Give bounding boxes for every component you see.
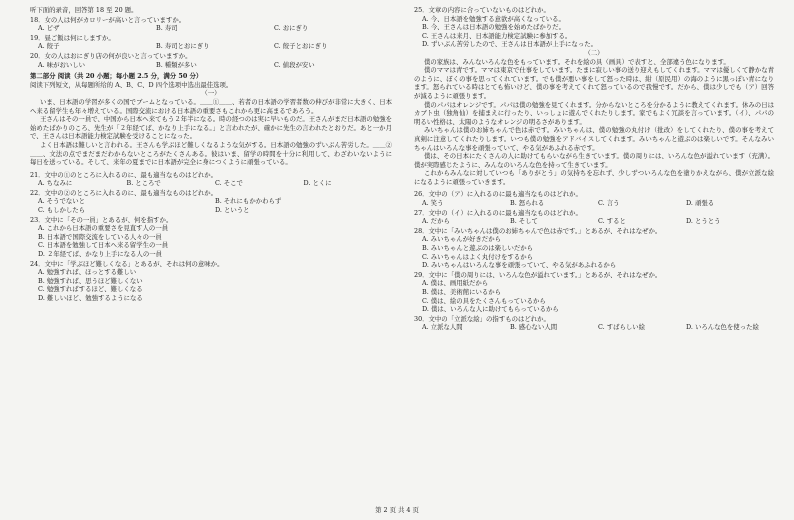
options xyxy=(414,323,774,332)
option-b[interactable]: B. 日本語で国際交流をしている人々の一員 xyxy=(38,232,162,241)
question-text: 22．文中の②のところに入れるのに、最も適当なものはどれか。 xyxy=(30,188,218,197)
options xyxy=(30,61,392,70)
option-a[interactable]: A. ちなみに xyxy=(38,179,73,188)
passage-paragraph: いま、日本語の学習が多くの国でブームとなっている。＿＿①＿＿、若者の日本語の学習者数の伸びが非常に大きく、日本へ来る留学生も年々増えている。国際交流における日本語の重要さもこれから更に高まるであろう。 xyxy=(30,97,392,115)
option-c[interactable]: C. 日本語を勉強して日本へ来る留学生の一員 xyxy=(38,241,169,250)
question-text: 25．文章の内容に合っていないものはどれか。 xyxy=(414,6,550,14)
reading-question-29 xyxy=(414,271,774,314)
option-a[interactable]: A. ピザ xyxy=(38,24,60,33)
option-c[interactable]: C. 値段が安い xyxy=(274,60,315,69)
options-row xyxy=(30,197,392,206)
option-b[interactable]: B. 怒られる xyxy=(510,199,545,208)
reading-question-26 xyxy=(414,190,774,207)
option-a[interactable]: A. だから xyxy=(422,217,450,226)
part2-title: 第二部分 阅读（共 20 小题；每小题 2.5 分，满分 50 分） xyxy=(30,72,203,81)
option-d[interactable]: D. ずいぶん苦労したので、王さんは日本語が上手になった。 xyxy=(422,40,597,49)
options xyxy=(414,199,774,208)
question-text: 28．文中に「みいちゃんは僕のお姉ちゃんで色は赤です。」とあるが、それはなぜか。 xyxy=(414,226,662,235)
reading-question-27 xyxy=(414,209,774,226)
option-b[interactable]: B. 今、王さんは日本語の勉強を始めたばかりだ。 xyxy=(422,23,565,32)
option-c[interactable]: C. みいちゃんはよく丸付けをするから xyxy=(422,252,533,261)
section-heading-2: （二） xyxy=(584,48,604,57)
option-c[interactable]: C. 僕は、絵の具をたくさんもっているから xyxy=(422,296,546,305)
option-c[interactable]: C. 王さんは来月、日本語能力検定試験に参加する。 xyxy=(422,31,572,40)
listening-question-18 xyxy=(30,16,392,33)
option-d[interactable]: D. というと xyxy=(215,206,250,215)
option-b[interactable]: B. 勉強すれば、思うほど難しくない xyxy=(38,276,143,285)
option-a[interactable]: A. 勉強すれば、ほっとする難しい xyxy=(38,268,137,277)
listening-instruction: 听下面的录音，回答第 18 至 20 题。 xyxy=(30,6,138,14)
options xyxy=(30,42,392,51)
option-a[interactable]: A. 笑う xyxy=(422,199,444,208)
option-c[interactable]: C. 言う xyxy=(598,199,620,208)
question-text: 19．昼ご飯は何にしますか。 xyxy=(30,33,115,42)
option-a[interactable]: A. 餃子 xyxy=(38,42,60,51)
options-row xyxy=(30,206,392,215)
question-text: 29．文中に「僕の周りには、いろんな色が溢れています。」とあるが、それはなぜか。 xyxy=(414,270,662,279)
question-text: 21．文中の①のところに入れるのに、最も適当なものはどれか。 xyxy=(30,170,218,179)
option-d[interactable]: D. みいちゃんはいろんな事を頑張っていて、やる気があふれるから xyxy=(422,261,617,270)
reading-question-21 xyxy=(30,171,392,188)
option-a[interactable]: A. 僕は、画用紙だから xyxy=(422,279,489,288)
option-b[interactable]: B. それにもかかわらず xyxy=(215,197,282,206)
listening-question-19 xyxy=(30,34,392,51)
left-column xyxy=(30,6,392,303)
option-b[interactable]: B. 寿司 xyxy=(156,24,178,33)
option-d[interactable]: D. 難しいほど、勉強するようになる xyxy=(38,294,143,302)
option-d[interactable]: D. いろんな色を使った絵 xyxy=(686,323,759,332)
reading-question-22 xyxy=(30,189,392,215)
options xyxy=(414,217,774,226)
question-text: 27．文中の（イ）に入れるのに最も適当なものはどれか。 xyxy=(414,208,582,217)
option-c[interactable]: C. 餃子とおにぎり xyxy=(274,42,328,51)
passage-paragraph: 僕は、その日本にたくさんの人に助けてもらいながら生きています。僕の周りには、いろんな色が溢れています（充满）。僕が実際感じたように、みんなのいろんな色を持って生きています。 xyxy=(414,152,774,169)
option-b[interactable]: B. みいちゃんと遊ぶのは楽しいだから xyxy=(422,244,534,253)
option-a[interactable]: A. 今、日本語を勉強する意欲が高くなっている。 xyxy=(422,14,565,23)
section-heading-1: （一） xyxy=(201,89,221,98)
option-c[interactable]: C. すばらしい絵 xyxy=(598,323,646,332)
option-d[interactable]: D. 頑張る xyxy=(686,199,715,208)
listening-question-20 xyxy=(30,52,392,69)
passage-paragraph: 僕のママは青です。ママは東京で仕事をしています。たまに寂しい事の送り迎えもしてくれます。ママは優しくて静かな青のように、ぼくの事を思ってくれています。でも僕が悪い事をして怒った時は、紺（原民用）の海のように黒っぽい青になります。怒られている時はとても怖いけど、僕の事を考えてくれて怒っているので我慢です。だから、僕は少しでも（ア）回答が減るように頑張ります。 xyxy=(414,66,774,100)
passage-paragraph: 王さんはその一員で、中国から日本へ来てもう２年半になる。時の経つのは実に早いものだ。王さんがまだ日本語の勉強を始めたばかりのころ、先生が「２年経てば、かなり上手になる。」と言われたが、確かに先生の言われたとおりだ。あと一か月で、王さんは日本語能力検定試験を受けることになった。 xyxy=(30,115,392,141)
options xyxy=(30,179,392,188)
passage-paragraph: 僕のパパはオレンジです。パパは僕の勉強を見てくれます。分からないところを分かるように教えてくれます。休みの日はカブト虫（独角仙）を捕まえに行ったり、いっしょに遊んでくれたりします。家でもよく冗談を言っています。（イ）、パパの明るい性格は、太陽のようなオレンジの明るさがあります。 xyxy=(414,100,774,126)
question-text: 24．文中に「学ぶほど難しくなる」とあるが、それは何の意味か。 xyxy=(30,259,224,268)
reading-question-28 xyxy=(414,227,774,270)
option-d[interactable]: D. とうとう xyxy=(686,217,721,226)
option-d[interactable]: D. 僕は、いろんな人に助けてもらっているから xyxy=(422,305,559,314)
question-text: 26．文中の（ア）に入れるのに最も適当なものはどれか。 xyxy=(414,190,582,199)
option-c[interactable]: C. そこで xyxy=(215,179,243,188)
option-a[interactable]: A. 立派な人間 xyxy=(422,323,463,332)
option-b[interactable]: B. 種類が多い xyxy=(156,60,197,69)
passage-paragraph: よく日本語は難しいと言われる。王さんも学ぶほど難しくなるような気がする。日本語の勉強のずいぶん苦労した。＿＿②＿＿、文法の点でまだまだわからないところがたくさんある。彼はいま、留学の時間を十分に利用して、わざわいないように毎日を送っている。そして、来年の夏までに日本語が完全に身につくように頑張っている。 xyxy=(30,140,392,167)
option-a[interactable]: A. 味がおいしい xyxy=(38,60,86,69)
reading-question-23 xyxy=(30,216,392,259)
reading-question-30 xyxy=(414,315,774,332)
question-text: 20．女の人はおにぎり店の何が良いと言っていますか。 xyxy=(30,51,192,60)
option-c[interactable]: C. おにぎり xyxy=(274,24,309,33)
passage-paragraph: 僕の家族は、みんないろんな色をもっています。それを絵の具（画具）で表すと、全部違う色になります。 xyxy=(424,57,730,66)
option-b[interactable]: B. 僕は、美術館にいるから xyxy=(422,288,502,296)
question-text: 23．文中に「その一員」とあるが、何を指すか。 xyxy=(30,215,173,224)
option-b[interactable]: B. 寿司とおにぎり xyxy=(156,42,210,51)
part2-instruction: 阅读下列短文，从每题所给的 A、B、C、D 四个选项中选出最佳选项。 xyxy=(30,80,233,89)
option-a[interactable]: A. そうでないと xyxy=(38,197,86,206)
passage-paragraph: これからみんなに対していつも「ありがとう」の気持ちを忘れず、少しずついろんな色を塗りかえながら、僕が立派な絵になるように頑張っていきます。 xyxy=(414,169,774,186)
question-text: 18．女の人は何がカロリーが高いと言っていますか。 xyxy=(30,15,186,24)
option-d[interactable]: D. ２年経てば、かなり上手になる人の一員 xyxy=(38,250,162,259)
option-b[interactable]: B. 感心ない人間 xyxy=(510,323,558,332)
option-d[interactable]: D. とくに xyxy=(303,179,332,188)
option-a[interactable]: A. これから日本語の重要さを見直す人の一員 xyxy=(38,224,169,233)
page-footer: 第 2 页 共 4 页 xyxy=(375,506,419,514)
option-c[interactable]: C. すると xyxy=(598,217,626,226)
option-c[interactable]: C. 勉強すればするほど、難しくなる xyxy=(38,285,143,294)
option-b[interactable]: B. ところで xyxy=(126,179,161,188)
option-a[interactable]: A. みいちゃんが好きだから xyxy=(422,235,501,244)
right-column xyxy=(414,6,774,332)
question-text: 30．文中の「立派な絵」の指すものはどれか。 xyxy=(414,314,550,323)
reading-question-24 xyxy=(30,260,392,303)
reading-question-25 xyxy=(414,6,774,49)
options xyxy=(30,24,392,33)
option-c[interactable]: C. もしかしたら xyxy=(38,206,86,215)
option-b[interactable]: B. そして xyxy=(510,217,538,226)
passage-paragraph: みいちゃんは僕のお姉ちゃんで色は赤です。みいちゃんは、僕の勉強の丸付け（批改）をしてくれたり、僕の事を考えて真剣に注意してくれたりします。いつも僕の勉強をアドバイスしてくれます。みいちゃんと遊ぶのは楽しいです。そんなみいちゃんはいろんな事を頑張っていて、やる気があふれる赤です。 xyxy=(414,126,774,152)
